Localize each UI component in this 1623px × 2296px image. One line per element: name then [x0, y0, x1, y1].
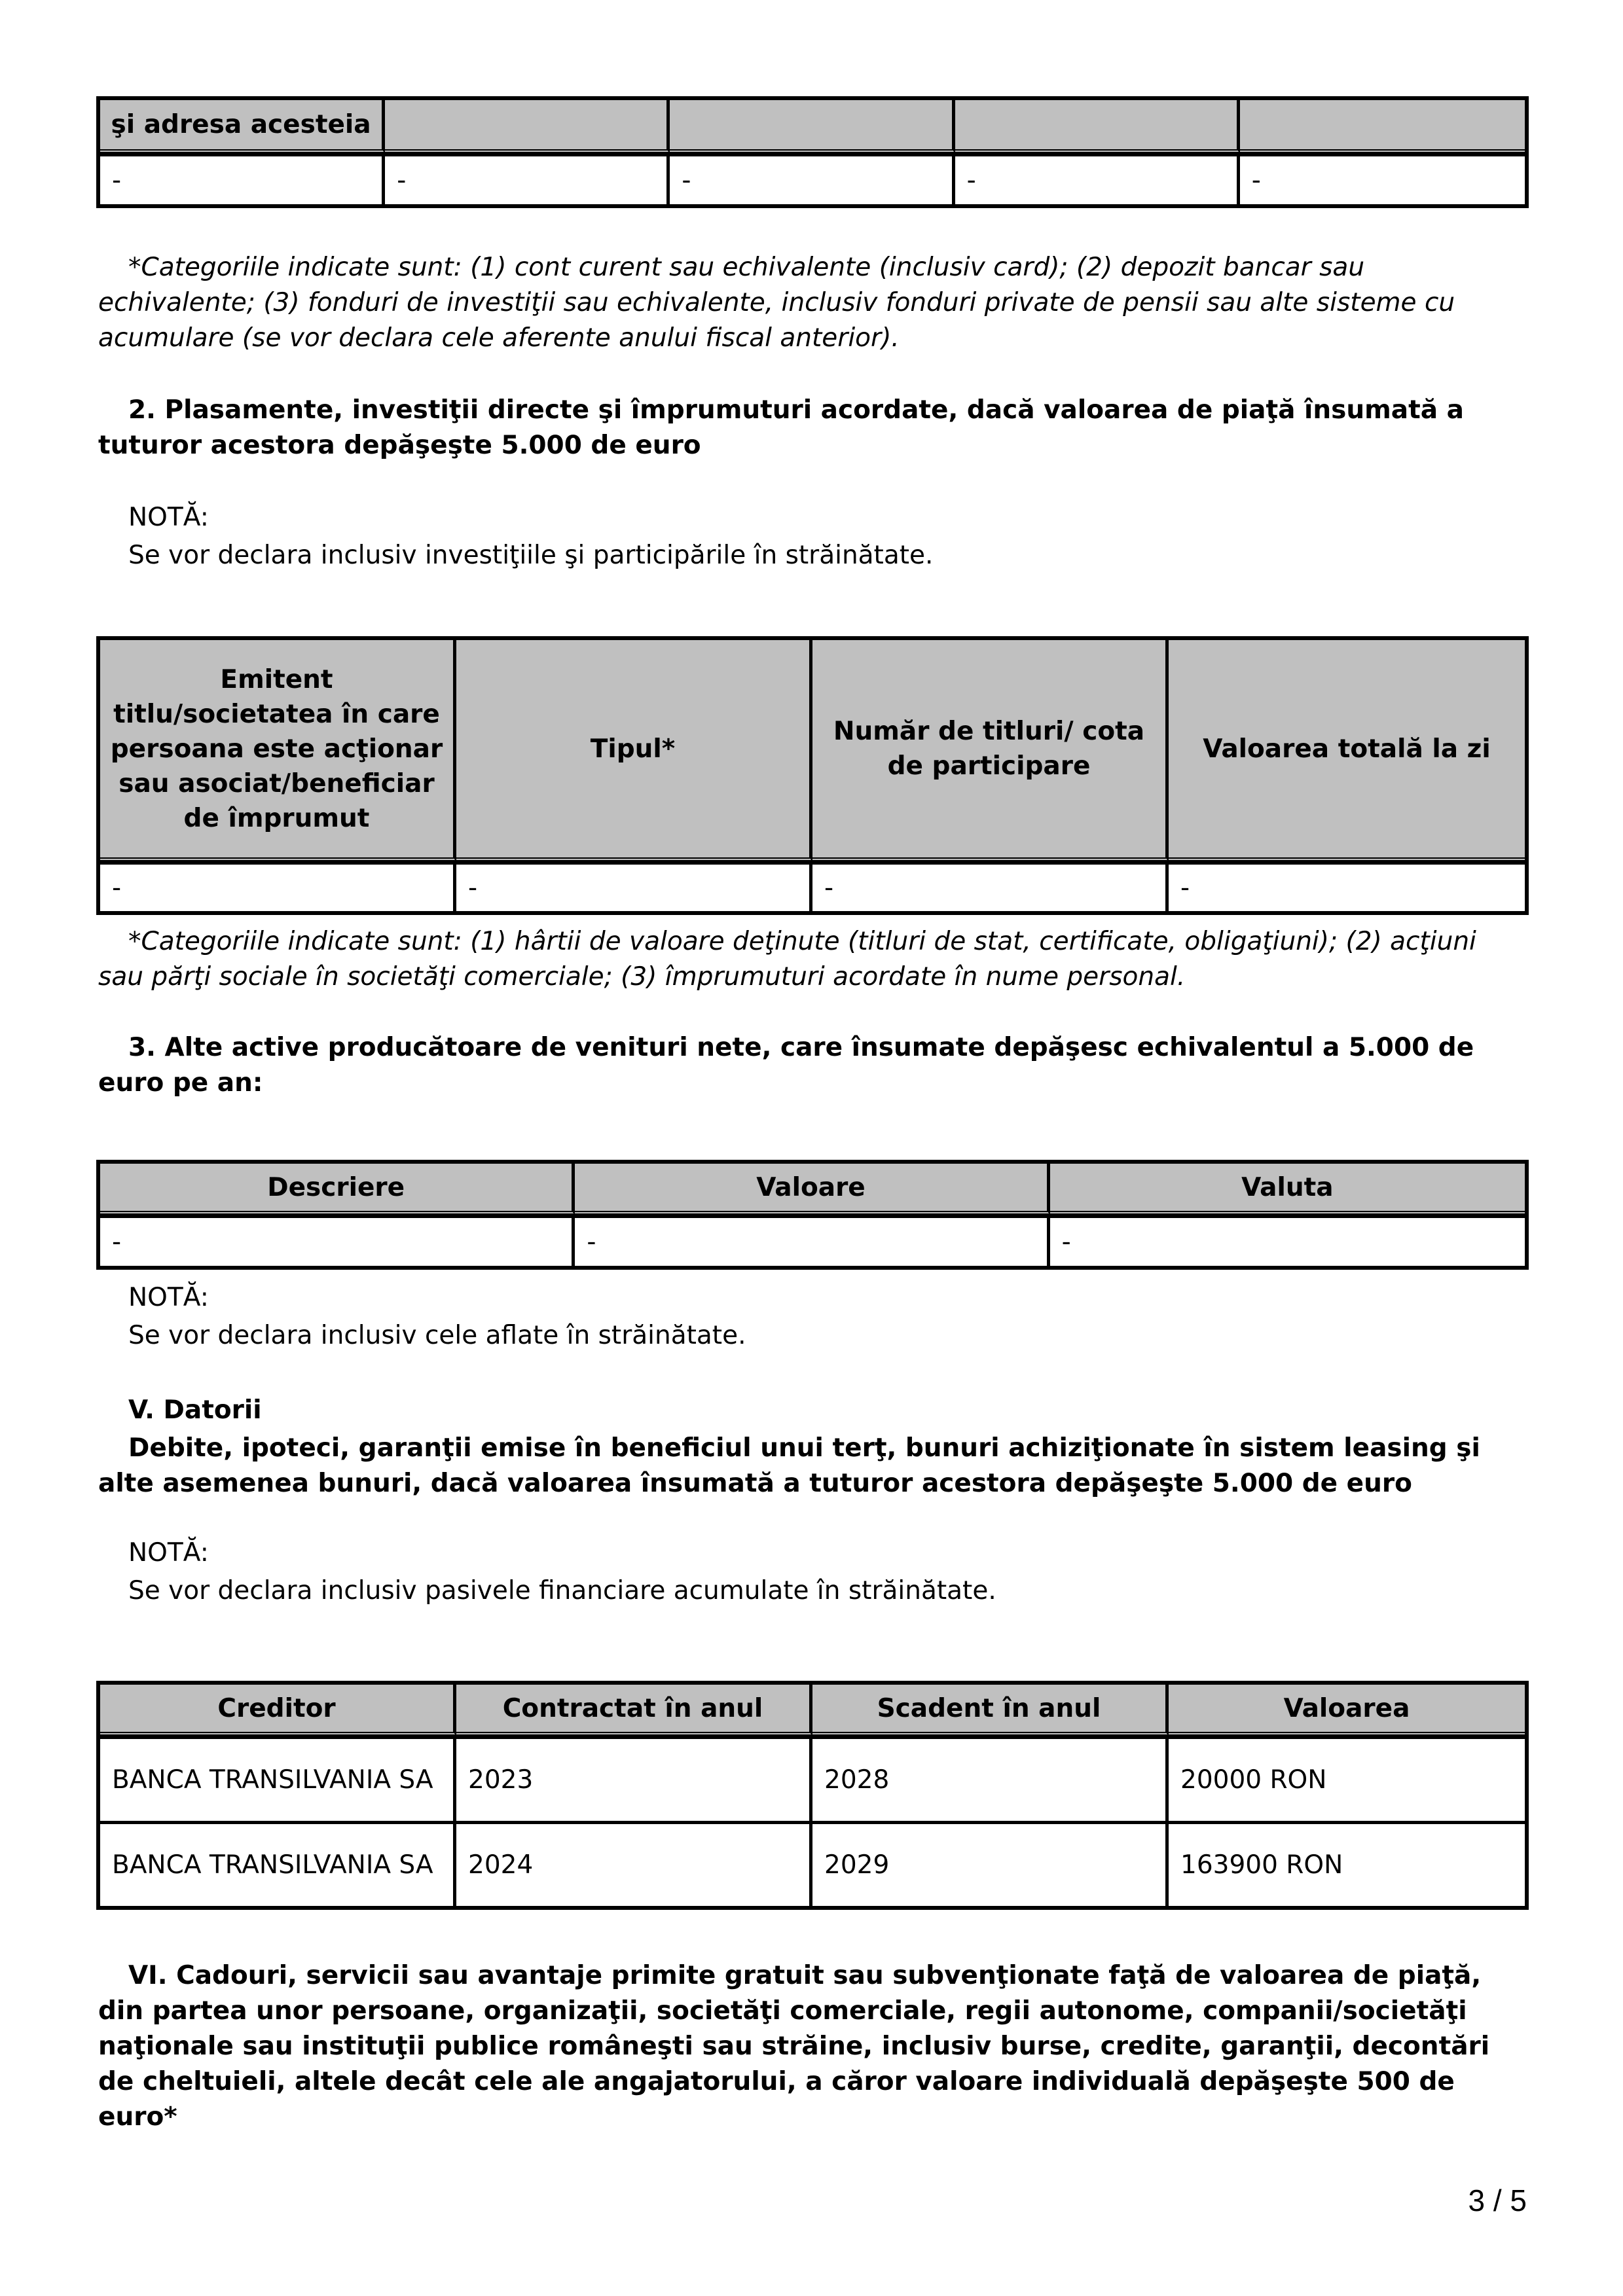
- section-3-title: 3. Alte active producătoare de venituri nete, care însumate depăşesc echivalentul a 5.000 de euro pe an:: [98, 1033, 1474, 1098]
- table-row: [100, 1736, 1525, 1821]
- table-cell: -: [955, 153, 1240, 204]
- due-year-cell: 2028: [812, 1736, 1169, 1821]
- page-number: 3 / 5: [1468, 2183, 1527, 2217]
- table-cell: -: [100, 1215, 575, 1266]
- section-2-nota-text: Se vor declara inclusiv investiţiile şi participările în străinătate.: [128, 541, 934, 570]
- table-row: [100, 1215, 1525, 1266]
- table-header: Tipul*: [456, 640, 812, 861]
- table-cell: -: [100, 153, 385, 204]
- table-header: [385, 100, 670, 153]
- contract-year-cell: 2024: [456, 1821, 812, 1906]
- table-cell: -: [1050, 1215, 1525, 1266]
- table-row: [100, 861, 1525, 911]
- table-cell: -: [1240, 153, 1525, 204]
- table-cell: -: [1169, 861, 1525, 911]
- table-row: [100, 153, 1525, 204]
- table-header: [1240, 100, 1525, 153]
- table-cell: -: [385, 153, 670, 204]
- table-header: Scadent în anul: [812, 1685, 1169, 1736]
- section-5-subheading: Debite, ipoteci, garanţii emise în beneficiul unui terţ, bunuri achiziţionate în sistem leasing şi alte asemenea bunuri, dacă valoarea însumată a tuturor acestora depăşeşte 5.000 de euro: [98, 1433, 1480, 1498]
- table-header: [955, 100, 1240, 153]
- table-header: Valuta: [1050, 1164, 1525, 1215]
- section-2-title: 2. Plasamente, investiţii directe şi împrumuturi acordate, dacă valoarea de piaţă însumată a tuturor acestora depăşeşte 5.000 de euro: [98, 395, 1464, 460]
- table-header: Număr de titluri/ cota de participare: [812, 640, 1169, 861]
- table-header: [670, 100, 955, 153]
- investments-table: [96, 636, 1529, 915]
- table-header: Valoarea totală la zi: [1169, 640, 1525, 861]
- other-assets-table: [96, 1160, 1529, 1270]
- table-header: şi adresa acesteia: [100, 100, 385, 153]
- creditor-cell: BANCA TRANSILVANIA SA: [100, 1821, 456, 1906]
- accounts-table: [96, 96, 1529, 208]
- creditor-cell: BANCA TRANSILVANIA SA: [100, 1736, 456, 1821]
- table-header: Emitent titlu/societatea în care persoana este acţionar sau asociat/beneficiar de împrumut: [100, 640, 456, 861]
- table-header: Creditor: [100, 1685, 456, 1736]
- value-cell: 163900 RON: [1169, 1821, 1525, 1906]
- section-6-title: VI. Cadouri, servicii sau avantaje primite gratuit sau subvenţionate faţă de valoarea de piaţă, din partea unor persoane, organizaţii, societăţi comerciale, regii autonome, companii/societăţi naţionale sau instituţii publice româneşti sau străine, inclusiv burse, credite, garanţii, decontări de cheltuieli, altele decât cele ale angajatorului, a căror valoare individuală depăşeşte 500 de euro*: [98, 1961, 1490, 2132]
- debts-table: [96, 1681, 1529, 1910]
- contract-year-cell: 2023: [456, 1736, 812, 1821]
- table-cell: -: [575, 1215, 1049, 1266]
- table-header: Valoare: [575, 1164, 1049, 1215]
- section-5-nota-text: Se vor declara inclusiv pasivele financiare acumulate în străinătate.: [128, 1576, 996, 1605]
- table-cell: -: [456, 861, 812, 911]
- section-2-nota-label: NOTĂ:: [128, 503, 209, 532]
- table-cell: -: [812, 861, 1169, 911]
- section-5-heading: V. Datorii: [128, 1395, 262, 1425]
- section-2-footnote: *Categoriile indicate sunt: (1) hârtii de valoare deţinute (titluri de stat, certificate, obligaţiuni); (2) acţiuni sau părţi sociale în societăţi comerciale; (3) împrumuturi acordate în nume personal.: [98, 927, 1476, 992]
- table-header: Contractat în anul: [456, 1685, 812, 1736]
- table-header: Descriere: [100, 1164, 575, 1215]
- due-year-cell: 2029: [812, 1821, 1169, 1906]
- section-5-nota-label: NOTĂ:: [128, 1538, 209, 1568]
- table-header: Valoarea: [1169, 1685, 1525, 1736]
- value-cell: 20000 RON: [1169, 1736, 1525, 1821]
- table-cell: -: [100, 861, 456, 911]
- section-3-nota-label: NOTĂ:: [128, 1283, 209, 1312]
- section-3-nota-text: Se vor declara inclusiv cele aflate în străinătate.: [128, 1321, 746, 1350]
- accounts-footnote: *Categoriile indicate sunt: (1) cont curent sau echivalente (inclusiv card); (2) depozit bancar sau echivalente; (3) fonduri de investiţii sau echivalente, inclusiv fonduri private de pensii sau alte sisteme cu acumulare (se vor declara cele aferente anului fiscal anterior).: [98, 253, 1455, 353]
- table-cell: -: [670, 153, 955, 204]
- table-row: [100, 1821, 1525, 1906]
